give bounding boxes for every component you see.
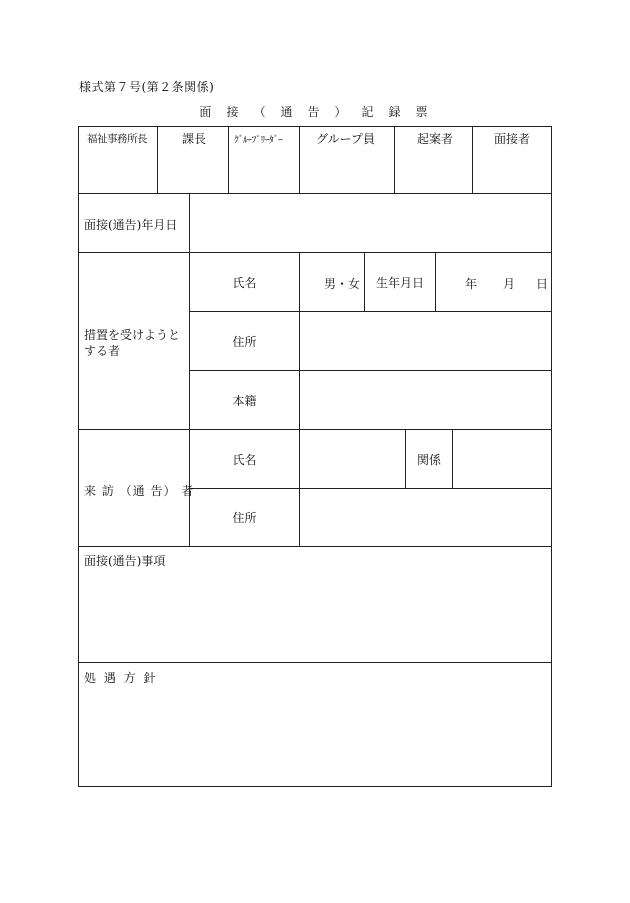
subject-label-line2: する者 <box>84 344 121 358</box>
subject-birthdate-label: 生年月日 <box>375 275 424 290</box>
visitor-relation-field[interactable] <box>452 429 552 489</box>
visitor-address-label-cell <box>189 488 300 547</box>
approval-label-group-member: グループ員 <box>316 132 376 146</box>
interview-date-label: 面接(通告)年月日 <box>84 218 178 232</box>
subject-birth-year-label: 年 <box>465 277 478 291</box>
approval-cell-group-member[interactable] <box>299 126 395 194</box>
approval-label-director: 福祉事務所長 <box>87 133 147 145</box>
form-title-char: 票 <box>415 105 431 119</box>
form-title <box>78 103 552 120</box>
approval-cell-section-chief[interactable] <box>157 126 229 194</box>
visitor-relation-label-cell <box>405 429 453 489</box>
approval-cell-drafter[interactable] <box>394 126 473 194</box>
approval-cell-interviewer[interactable] <box>472 126 552 194</box>
form-title-char: 面 <box>199 105 215 119</box>
subject-address-field[interactable] <box>299 311 552 371</box>
visitor-label-cell <box>78 429 195 547</box>
subject-domicile-field[interactable] <box>299 370 552 430</box>
subject-label-line1: 措置を受けようと <box>84 328 181 342</box>
policy-section[interactable] <box>78 662 552 787</box>
subject-label-cell <box>78 252 190 430</box>
form-title-char: ） <box>334 105 350 119</box>
subject-birth-month-label: 月 <box>503 277 516 291</box>
visitor-name-label: 氏名 <box>232 452 257 467</box>
approval-cell-director[interactable] <box>78 126 158 194</box>
subject-domicile-label: 本籍 <box>232 393 257 408</box>
interview-date-field[interactable] <box>189 193 552 253</box>
form-title-char: 通 <box>280 105 296 119</box>
subject-name-label-cell <box>189 252 300 312</box>
approval-label-interviewer: 面接者 <box>494 132 531 146</box>
form-title-char: （ <box>253 105 269 119</box>
form-title-char: 告 <box>307 105 323 119</box>
matters-label: 面接(通告)事項 <box>84 554 166 568</box>
visitor-name-field[interactable] <box>299 429 406 489</box>
approval-label-drafter: 起案者 <box>417 132 454 146</box>
subject-name-label: 氏名 <box>232 275 257 290</box>
form-title-char: 録 <box>388 105 404 119</box>
visitor-label: 来 訪 （通 告） 者 <box>84 484 195 498</box>
subject-birthdate-field[interactable] <box>435 252 552 312</box>
subject-birth-day-label: 日 <box>536 277 549 291</box>
approval-cell-group-leader[interactable] <box>228 126 300 194</box>
subject-sex-label[interactable]: 男・女 <box>324 277 361 291</box>
interview-date-label-cell <box>78 193 190 253</box>
subject-domicile-label-cell <box>189 370 300 430</box>
approval-label-section-chief: 課長 <box>182 132 207 146</box>
matters-section[interactable] <box>78 546 552 663</box>
visitor-address-label: 住所 <box>232 511 257 525</box>
policy-label: 処 遇 方 針 <box>84 671 158 685</box>
form-number: 様式第７号(第２条関係) <box>79 80 215 94</box>
subject-name-field[interactable] <box>299 252 365 312</box>
approval-label-group-leader: ｸﾞﾙｰﾌﾟﾘｰﾀﾞｰ <box>234 135 283 146</box>
subject-birthdate-label-cell <box>364 252 436 312</box>
subject-address-label-cell <box>189 311 300 371</box>
visitor-address-field[interactable] <box>299 488 552 547</box>
subject-address-label: 住所 <box>232 334 257 349</box>
visitor-name-label-cell <box>189 429 300 489</box>
form-title-char: 記 <box>361 105 377 119</box>
form-title-char: 接 <box>226 105 242 119</box>
visitor-relation-label: 関係 <box>416 452 441 467</box>
